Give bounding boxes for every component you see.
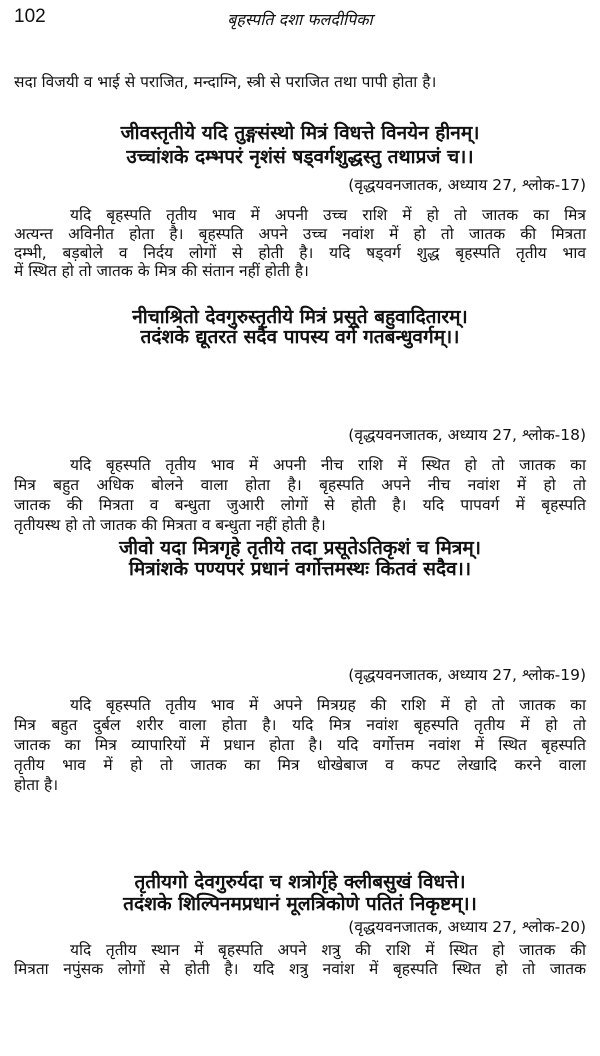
verse-line: जीवो यदा मित्रगृहे तृतीये तदा प्रसूतेऽतिकृशं च मित्रम्। — [119, 537, 481, 559]
verse-line: तदंशके शिल्पिनमप्रधानं मूलत्रिकोणे पतितं निकृष्टम्।। — [123, 893, 477, 915]
prose-line: यदि तृतीय स्थान में बृहस्पति अपने शत्रु की राशि में स्थित हो जातक की — [70, 941, 586, 959]
prose-line: तृतीय भाव में हो तो जातक का मित्र धोखेबाज व कपट लेखादि करने वाला — [14, 756, 586, 774]
prose-line: तृतीयस्थ हो तो जातक की मित्रता व बन्धुता नहीं होती है। — [14, 516, 326, 534]
verse-line: नीचाश्रितो देवगुरुस्तृतीये मित्रं प्रसूते बहुवादितारम्। — [132, 306, 468, 328]
prose-line: जातक का मित्र व्यापारियों में प्रधान होता है। यदि वर्गोत्तम नवांश में स्थित बृहस्पति — [14, 736, 586, 754]
verse-line: उच्चांशके दम्भपरं नृशंसं षड्वर्गशुद्धस्तु तथाप्रजं च।। — [126, 146, 474, 168]
prose-line: होता है। — [14, 776, 59, 794]
prose-line: मित्र बहुत अधिक बोलने वाला होता है। बृहस्पति अपने नीच नवांश में हो तो — [14, 476, 586, 494]
prose-line: जातक की मित्रता व बन्धुता जुआरी लोगों से होती है। यदि पापवर्ग में बृहस्पति — [14, 496, 586, 514]
verse-citation: (वृद्धयवनजातक, अध्याय 27, श्लोक-19) — [348, 666, 586, 684]
verse-line: तदंशके द्यूतरतं सदैव पापस्य वर्गे गतबन्धुवर्गम्।। — [140, 326, 460, 348]
verse-line: जीवस्तृतीये यदि तुङ्गसंस्थो मित्रं विधत्ते विनयेन हीनम्। — [120, 122, 480, 144]
running-header-title: बृहस्पति दशा फलदीपिका — [227, 10, 373, 29]
prose-line: यदि बृहस्पति तृतीय भाव में अपनी नीच राशि में स्थित हो तो जातक का — [70, 456, 586, 474]
prose-line: में स्थित हो तो जातक के मित्र की संतान नहीं होती है। — [14, 262, 309, 280]
prose-line: दम्भी, बड़बोले व निर्दय लोगों से होती है। यदि षड्वर्ग शुद्ध बृहस्पति तृतीय भाव — [14, 244, 586, 262]
verse-line: तृतीयगो देवगुरुर्यदा च शत्रोर्गृहे क्लीबसुखं विधत्ते। — [134, 871, 466, 893]
prose-line: यदि बृहस्पति तृतीय भाव में अपने मित्रग्रह की राशि में हो तो जातक का — [70, 696, 586, 714]
verse-citation: (वृद्धयवनजातक, अध्याय 27, श्लोक-17) — [348, 176, 586, 194]
verse-citation: (वृद्धयवनजातक, अध्याय 27, श्लोक-20) — [348, 918, 586, 936]
prose-line: सदा विजयी व भाई से पराजित, मन्दाग्नि, स्त्री से पराजित तथा पापी होता है। — [14, 73, 437, 91]
page-number: 102 — [14, 6, 46, 27]
prose-line: मित्रता नपुंसक लोगों से होती है। यदि शत्रु नवांश में बृहस्पति स्थित हो तो जातक — [14, 960, 586, 978]
verse-citation: (वृद्धयवनजातक, अध्याय 27, श्लोक-18) — [348, 426, 586, 444]
prose-line: यदि बृहस्पति तृतीय भाव में अपनी उच्च राशि में हो तो जातक का मित्र — [70, 206, 586, 224]
verse-line: मित्रांशके पण्यपरं प्रधानं वर्गोत्तमस्थः कितवं सदैव।। — [128, 558, 472, 580]
prose-line: अत्यन्त अविनीत होता है। बृहस्पति अपने उच्च नवांश में हो तो जातक की मित्रता — [14, 225, 586, 243]
prose-line: मित्र बहुत दुर्बल शरीर वाला होता है। यदि मित्र नवांश बृहस्पति तृतीय में हो तो — [14, 716, 586, 734]
